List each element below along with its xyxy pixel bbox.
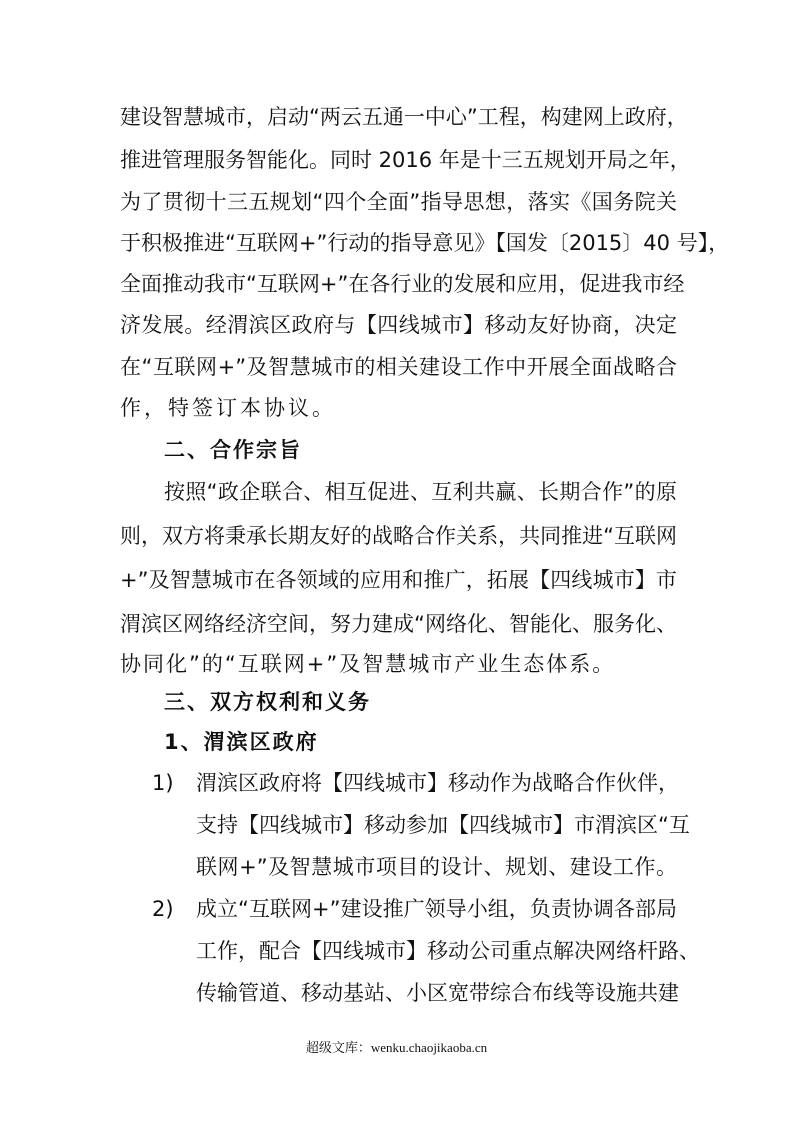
- paragraph-line: +”及智慧城市在各领域的应用和推广，拓展【四线城市】市: [120, 568, 677, 592]
- intro-line: 全面推动我市“互联网+”在各行业的发展和应用，促进我市经: [120, 272, 685, 296]
- item-line: 渭滨区政府将【四线城市】移动作为战略合作伙伴，: [196, 771, 679, 795]
- item-line: 传输管道、移动基站、小区宽带综合布线等设施共建: [196, 981, 679, 1005]
- item-line: 成立“互联网+”建设推广领导小组，负责协调各部局: [196, 897, 677, 921]
- paragraph-line: 按照“政企联合、相互促进、互利共赢、长期合作”的原: [164, 480, 677, 504]
- item-line: 联网+”及智慧城市项目的设计、规划、建设工作。: [196, 855, 677, 879]
- intro-line: 作，特签订本协议。: [120, 396, 336, 420]
- paragraph-line: 协同化”的“互联网+”及智慧城市产业生态体系。: [120, 652, 616, 676]
- intro-line: 建设智慧城市，启动“两云五通一中心”工程，构建网上政府，: [120, 105, 688, 129]
- item-line: 工作，配合【四线城市】移动公司重点解决网络杆路、: [196, 939, 700, 963]
- intro-line: 为了贯彻十三五规划“四个全面”指导思想，落实《国务院关: [120, 190, 677, 214]
- section-heading: 二、合作宗旨: [164, 438, 302, 462]
- page-footer: 超级文库：wenku.chaojikaoba.cn: [305, 1040, 488, 1055]
- paragraph-line: 渭滨区网络经济空间，努力建成“网络化、智能化、服务化、: [120, 612, 677, 636]
- paragraph-line: 则，双方将秉承长期友好的战略合作关系，共同推进“互联网: [120, 524, 677, 548]
- item-line: 支持【四线城市】移动参加【四线城市】市渭滨区“互: [196, 813, 690, 837]
- section-heading: 三、双方权利和义务: [164, 690, 371, 714]
- intro-line: 在“互联网+”及智慧城市的相关建设工作中开展全面战略合: [120, 355, 677, 379]
- intro-line: 推进管理服务智能化。同时 2016 年是十三五规划开局之年，: [120, 148, 691, 172]
- intro-line: 济发展。经渭滨区政府与【四线城市】移动友好协商，决定: [120, 313, 677, 337]
- item-number: 2): [152, 897, 174, 921]
- intro-line: 于积极推进“互联网+”行动的指导意见》【国发〔2015〕40 号】，: [120, 231, 730, 255]
- item-number: 1): [152, 771, 174, 795]
- sub-heading: 1、渭滨区政府: [164, 730, 319, 754]
